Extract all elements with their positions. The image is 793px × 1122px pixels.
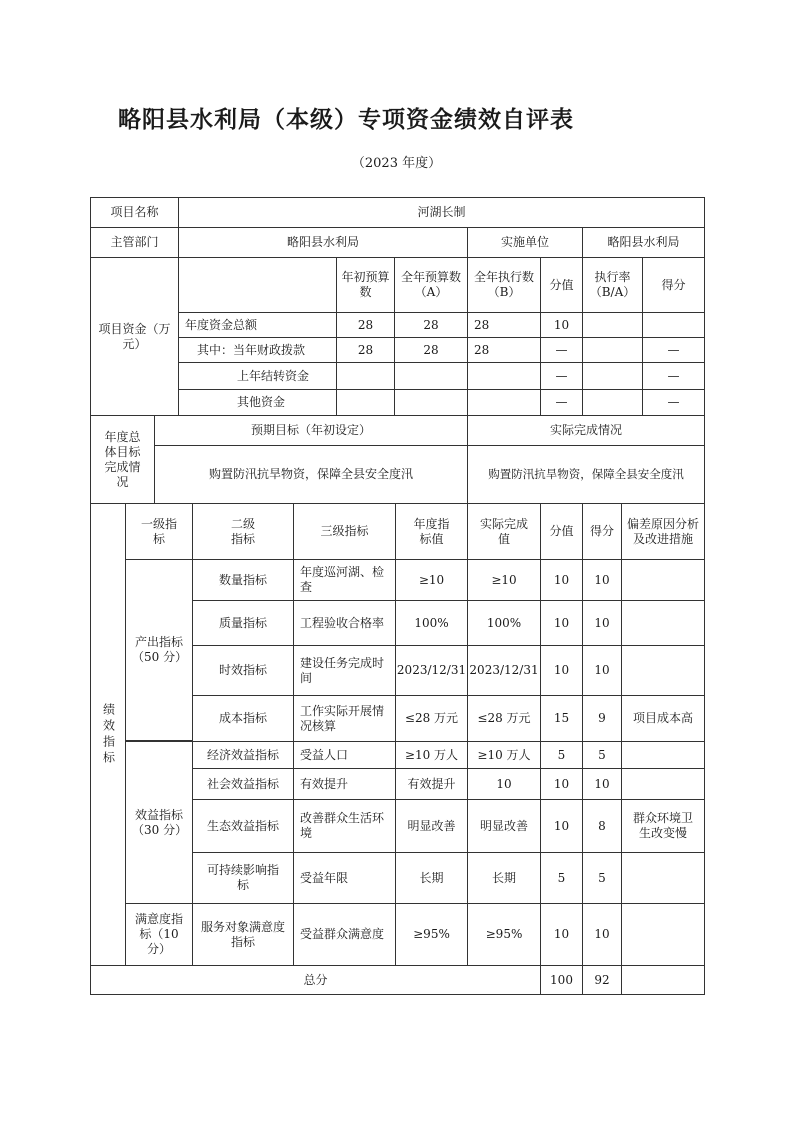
perf-row-level3: 改善群众生活环境 bbox=[293, 799, 396, 853]
perf-row-target: 2023/12/31 bbox=[395, 645, 468, 696]
perf-row-reason bbox=[621, 600, 705, 646]
funds-header-blank bbox=[178, 257, 337, 313]
perf-group-satisfaction: 满意度指标（10 分） bbox=[125, 903, 193, 966]
perf-row-score-value: 10 bbox=[540, 600, 583, 646]
perf-row-reason bbox=[621, 903, 705, 966]
total-score: 92 bbox=[582, 965, 622, 995]
perf-row-level3: 受益人口 bbox=[293, 741, 396, 769]
perf-row-reason bbox=[621, 768, 705, 800]
perf-row-actual: 10 bbox=[467, 768, 541, 800]
perf-row-reason: 群众环境卫生改变慢 bbox=[621, 799, 705, 853]
funds-row-rate bbox=[582, 362, 643, 390]
perf-row-target: ≥95% bbox=[395, 903, 468, 966]
funds-row-executed: 28 bbox=[467, 337, 541, 363]
perf-row-score-value: 10 bbox=[540, 903, 583, 966]
perf-row-level2: 成本指标 bbox=[192, 695, 294, 742]
perf-row-score-value: 5 bbox=[540, 852, 583, 904]
funds-row-executed: 28 bbox=[467, 312, 541, 338]
funds-row-budget bbox=[394, 362, 468, 390]
funds-row-name: 上年结转资金 bbox=[178, 362, 337, 390]
perf-row-score: 10 bbox=[582, 903, 622, 966]
funds-row-name: 其中：当年财政拨款 bbox=[178, 337, 337, 363]
perf-row-target: ≥10 bbox=[395, 559, 468, 601]
goals-actual-value: 购置防汛抗旱物资，保障全县安全度汛 bbox=[467, 445, 705, 504]
funds-label: 项目资金（万元） bbox=[90, 257, 179, 416]
perf-row-actual: ≥10 bbox=[467, 559, 541, 601]
perf-header-score: 得分 bbox=[582, 503, 622, 560]
perf-row-reason bbox=[621, 852, 705, 904]
perf-header-level1: 一级指标 bbox=[125, 503, 193, 560]
funds-row-budget: 28 bbox=[394, 337, 468, 363]
perf-row-score-value: 10 bbox=[540, 559, 583, 601]
funds-row-score-value: — bbox=[540, 362, 583, 390]
perf-header-actual: 实际完成值 bbox=[467, 503, 541, 560]
project-name-value: 河湖长制 bbox=[178, 197, 705, 228]
perf-row-score: 10 bbox=[582, 768, 622, 800]
perf-row-level3: 年度巡河湖、检查 bbox=[293, 559, 396, 601]
dept-value: 略阳县水利局 bbox=[178, 227, 468, 258]
funds-row-score bbox=[642, 312, 705, 338]
perf-row-reason bbox=[621, 559, 705, 601]
total-label: 总分 bbox=[90, 965, 541, 995]
perf-row-level2: 时效指标 bbox=[192, 645, 294, 696]
perf-row-score-value: 15 bbox=[540, 695, 583, 742]
perf-row-score: 5 bbox=[582, 852, 622, 904]
performance-label bbox=[90, 503, 126, 966]
perf-row-level3: 受益年限 bbox=[293, 852, 396, 904]
goals-actual-header: 实际完成情况 bbox=[467, 415, 705, 446]
perf-row-level3: 工程验收合格率 bbox=[293, 600, 396, 646]
total-reason bbox=[621, 965, 705, 995]
perf-row-target: ≤28 万元 bbox=[395, 695, 468, 742]
perf-row-level2: 质量指标 bbox=[192, 600, 294, 646]
perf-row-target: 有效提升 bbox=[395, 768, 468, 800]
funds-row-executed bbox=[467, 389, 541, 416]
goals-label: 年度总体目标完成情况 bbox=[90, 415, 155, 504]
perf-row-score-value: 10 bbox=[540, 645, 583, 696]
perf-row-score: 5 bbox=[582, 741, 622, 769]
funds-row-score-value: — bbox=[540, 337, 583, 363]
funds-row-name: 其他资金 bbox=[178, 389, 337, 416]
impl-value: 略阳县水利局 bbox=[582, 227, 705, 258]
perf-row-actual: 2023/12/31 bbox=[467, 645, 541, 696]
funds-row-initial: 28 bbox=[336, 337, 395, 363]
funds-header-initial: 年初预算数 bbox=[336, 257, 395, 313]
perf-row-score-value: 10 bbox=[540, 768, 583, 800]
perf-row-actual: 100% bbox=[467, 600, 541, 646]
page-title: 略阳县水利局（本级）专项资金绩效自评表 bbox=[118, 107, 574, 133]
goals-expected-value: 购置防汛抗旱物资，保障全县安全度汛 bbox=[154, 445, 468, 504]
perf-header-level2: 二级指标 bbox=[192, 503, 294, 560]
funds-row-rate bbox=[582, 312, 643, 338]
perf-row-target: 长期 bbox=[395, 852, 468, 904]
perf-row-reason: 项目成本高 bbox=[621, 695, 705, 742]
perf-row-actual: 明显改善 bbox=[467, 799, 541, 853]
funds-row-score: — bbox=[642, 362, 705, 390]
perf-row-actual: ≤28 万元 bbox=[467, 695, 541, 742]
perf-row-score: 8 bbox=[582, 799, 622, 853]
funds-row-initial: 28 bbox=[336, 312, 395, 338]
perf-row-score: 9 bbox=[582, 695, 622, 742]
perf-header-score-value: 分值 bbox=[540, 503, 583, 560]
perf-row-target: ≥10 万人 bbox=[395, 741, 468, 769]
perf-row-actual: ≥95% bbox=[467, 903, 541, 966]
funds-row-score-value: 10 bbox=[540, 312, 583, 338]
funds-header-rate: 执行率（B/A） bbox=[582, 257, 643, 313]
funds-row-score: — bbox=[642, 337, 705, 363]
goals-expected-header: 预期目标（年初设定） bbox=[154, 415, 468, 446]
total-score-value: 100 bbox=[540, 965, 583, 995]
perf-header-reason: 偏差原因分析及改进措施 bbox=[621, 503, 705, 560]
funds-header-score-value: 分值 bbox=[540, 257, 583, 313]
perf-row-level2: 经济效益指标 bbox=[192, 741, 294, 769]
funds-row-name: 年度资金总额 bbox=[178, 312, 337, 338]
funds-row-budget bbox=[394, 389, 468, 416]
perf-group-output: 产出指标（50 分） bbox=[125, 559, 193, 741]
perf-row-level3: 建设任务完成时间 bbox=[293, 645, 396, 696]
dept-label: 主管部门 bbox=[90, 227, 179, 258]
perf-row-reason bbox=[621, 741, 705, 769]
perf-row-level2: 生态效益指标 bbox=[192, 799, 294, 853]
impl-label: 实施单位 bbox=[467, 227, 583, 258]
perf-row-target: 明显改善 bbox=[395, 799, 468, 853]
funds-row-rate bbox=[582, 389, 643, 416]
perf-row-actual: ≥10 万人 bbox=[467, 741, 541, 769]
project-name-label: 项目名称 bbox=[90, 197, 179, 228]
perf-row-score-value: 10 bbox=[540, 799, 583, 853]
funds-row-score-value: — bbox=[540, 389, 583, 416]
funds-row-executed bbox=[467, 362, 541, 390]
perf-row-level2: 社会效益指标 bbox=[192, 768, 294, 800]
perf-row-level2: 可持续影响指标 bbox=[192, 852, 294, 904]
page-subtitle: （2023 年度） bbox=[351, 156, 442, 171]
perf-row-reason bbox=[621, 645, 705, 696]
perf-row-score: 10 bbox=[582, 645, 622, 696]
perf-row-level3: 有效提升 bbox=[293, 768, 396, 800]
funds-row-rate bbox=[582, 337, 643, 363]
funds-row-initial bbox=[336, 362, 395, 390]
perf-row-target: 100% bbox=[395, 600, 468, 646]
funds-header-score: 得分 bbox=[642, 257, 705, 313]
perf-row-level3: 受益群众满意度 bbox=[293, 903, 396, 966]
funds-header-executed: 全年执行数（B） bbox=[467, 257, 541, 313]
perf-row-level3: 工作实际开展情况核算 bbox=[293, 695, 396, 742]
perf-group-benefit: 效益指标（30 分） bbox=[125, 741, 193, 904]
perf-row-level2: 数量指标 bbox=[192, 559, 294, 601]
perf-row-actual: 长期 bbox=[467, 852, 541, 904]
perf-header-target: 年度指标值 bbox=[395, 503, 468, 560]
funds-row-initial bbox=[336, 389, 395, 416]
funds-row-score: — bbox=[642, 389, 705, 416]
perf-row-score: 10 bbox=[582, 559, 622, 601]
perf-row-score: 10 bbox=[582, 600, 622, 646]
funds-row-budget: 28 bbox=[394, 312, 468, 338]
perf-row-score-value: 5 bbox=[540, 741, 583, 769]
funds-header-budget: 全年预算数（A） bbox=[394, 257, 468, 313]
perf-row-level2: 服务对象满意度指标 bbox=[192, 903, 294, 966]
performance-label-text: 绩效指标 bbox=[101, 702, 116, 767]
perf-header-level3: 三级指标 bbox=[293, 503, 396, 560]
